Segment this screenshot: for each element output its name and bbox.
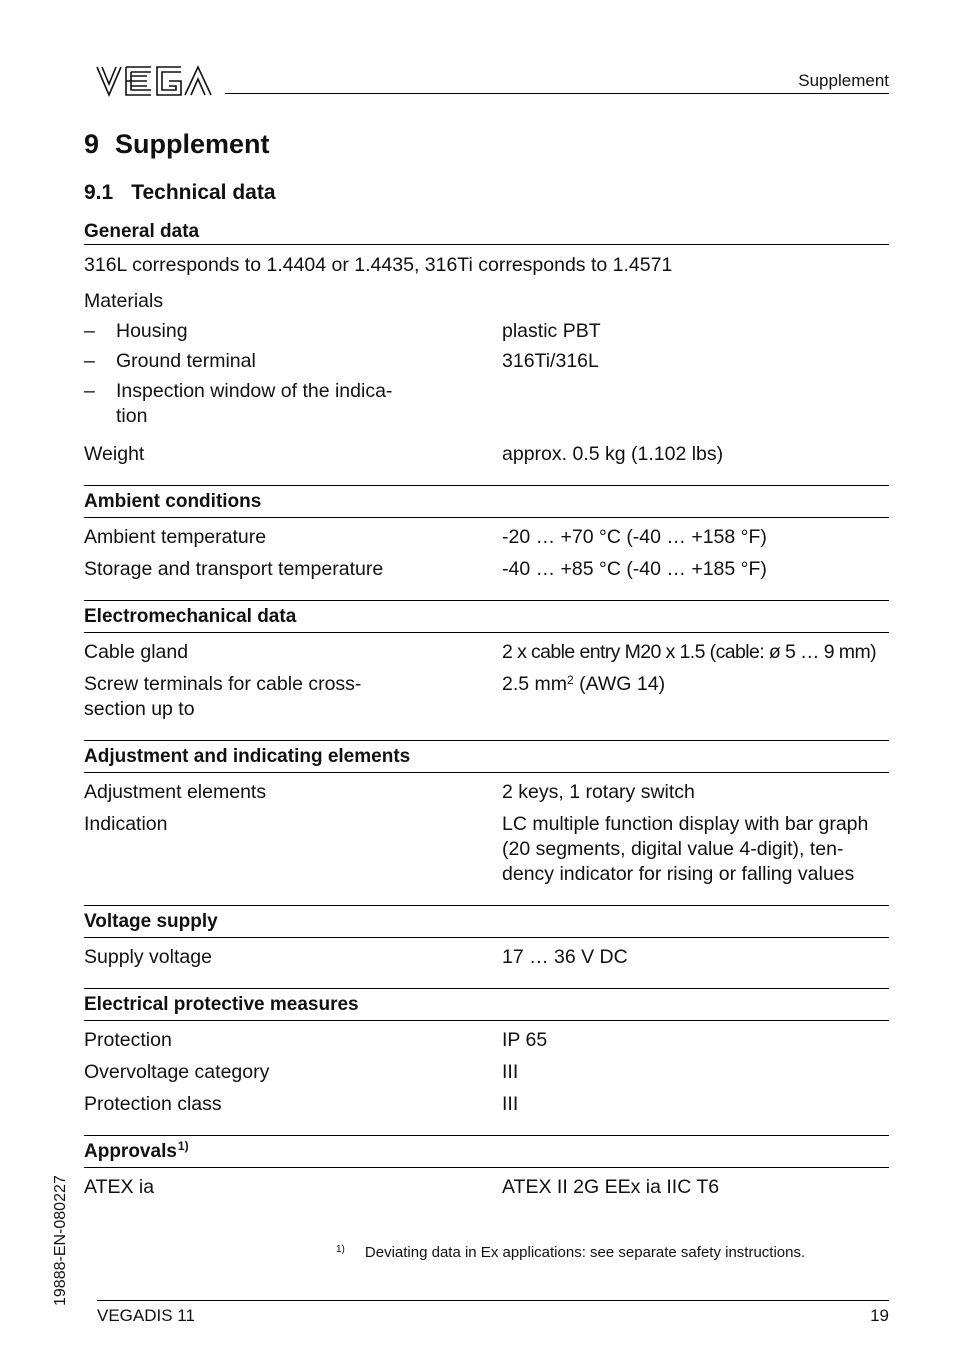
spec-value: 316Ti/316L (502, 350, 599, 372)
spec-row (84, 672, 889, 722)
section-title-protective: Electrical protective measures (84, 988, 889, 1021)
spec-value: -40 … +85 °C (-40 … +185 °F) (502, 558, 767, 580)
spec-row (84, 1060, 889, 1085)
spec-row (84, 557, 889, 582)
section-title-voltage: Voltage supply (84, 905, 889, 938)
spec-row (84, 945, 889, 970)
spec-label: Overvoltage category (84, 1061, 270, 1083)
spec-value: -20 … +70 °C (-40 … +158 °F) (502, 526, 767, 548)
header-rule (225, 93, 889, 94)
spec-value: 2 x cable entry M20 x 1.5 (cable: ø 5 … 9 mm) (502, 641, 876, 663)
section-heading (84, 181, 276, 205)
document-code: 19888-EN-080227 (52, 1175, 69, 1306)
spec-row (84, 442, 889, 467)
dash-bullet: – (84, 320, 95, 342)
chapter-title: Supplement (115, 129, 270, 159)
footnote-mark: 1) (336, 1244, 345, 1255)
spec-label: Supply voltage (84, 946, 212, 968)
spec-value: 17 … 36 V DC (502, 946, 628, 968)
spec-value: 2 keys, 1 rotary switch (502, 781, 695, 803)
footnote-text: Deviating data in Ex applications: see separate safety instructions. (364, 1244, 806, 1261)
spec-value: III (502, 1061, 519, 1083)
spec-label: Adjustment elements (84, 781, 267, 803)
spec-row (84, 780, 889, 805)
spec-label: Storage and transport temperature (84, 558, 384, 580)
spec-label: Ambient temperature (84, 526, 267, 548)
page-number: 19 (870, 1306, 889, 1325)
footer-rule (97, 1300, 889, 1301)
spec-value: IP 65 (502, 1029, 548, 1051)
electromechanical-section (84, 600, 889, 722)
footnote-reference: 1) (177, 1139, 189, 1153)
dash-bullet: – (84, 380, 95, 402)
spec-label: Protection (84, 1029, 172, 1051)
spec-label: Protection class (84, 1093, 222, 1115)
ambient-section (84, 485, 889, 582)
spec-value: 2.5 $mm^2$ (AWG 14) (502, 673, 666, 695)
spec-row (84, 379, 889, 429)
spec-value (502, 379, 889, 429)
chapter-heading (84, 129, 270, 160)
spec-label: Screw terminals for cable cross- section up to (84, 673, 362, 720)
spec-value: III (502, 1093, 519, 1115)
adjustment-section (84, 740, 889, 887)
spec-row (84, 1092, 889, 1117)
materials-label: Materials (84, 290, 164, 312)
spec-label: Cable gland (84, 641, 189, 663)
footnote (336, 1244, 805, 1261)
spec-row (84, 640, 889, 665)
protective-section (84, 988, 889, 1117)
spec-label: Inspection window of the indica- tion (116, 380, 393, 427)
technical-data-table (84, 218, 889, 1218)
spec-value: LC multiple function display with bar graph (20 segments, digital value 4-digit), ten- dency indicator for rising or falling values (502, 813, 869, 885)
spec-row (84, 1028, 889, 1053)
dash-bullet: – (84, 350, 95, 372)
section-title-adjustment: Adjustment and indicating elements (84, 740, 889, 773)
section-number: 9.1 (84, 181, 114, 204)
section-title-electromechanical: Electromechanical data (84, 600, 889, 633)
spec-row (84, 525, 889, 550)
vega-logo (95, 64, 213, 98)
chapter-number: 9 (84, 129, 100, 159)
spec-row (84, 319, 889, 344)
spec-label: Housing (116, 320, 188, 342)
spec-value: plastic PBT (502, 320, 601, 342)
spec-label: Indication (84, 813, 168, 835)
section-title-general: General data (84, 218, 889, 245)
spec-value: approx. 0.5 kg (1.102 lbs) (502, 443, 724, 465)
spec-value: ATEX II 2G EEx ia IIC T6 (502, 1176, 720, 1198)
section-title-ambient: Ambient conditions (84, 485, 889, 518)
approvals-section (84, 1135, 889, 1200)
spec-label: Weight (84, 443, 145, 465)
footer-product: VEGADIS 11 (97, 1306, 195, 1325)
general-data-section (84, 218, 889, 467)
spec-row (84, 1175, 889, 1200)
running-header: Supplement (798, 71, 889, 90)
material-note: 316L corresponds to 1.4404 or 1.4435, 316Ti corresponds to 1.4571 (84, 254, 673, 276)
spec-row (84, 812, 889, 887)
spec-label: ATEX ia (84, 1176, 155, 1198)
section-title-approvals: Approvals$^{1)}$ (84, 1135, 889, 1168)
section-title: Technical data (131, 181, 276, 204)
spec-label: Ground terminal (116, 350, 256, 372)
spec-row (84, 349, 889, 374)
voltage-section (84, 905, 889, 970)
